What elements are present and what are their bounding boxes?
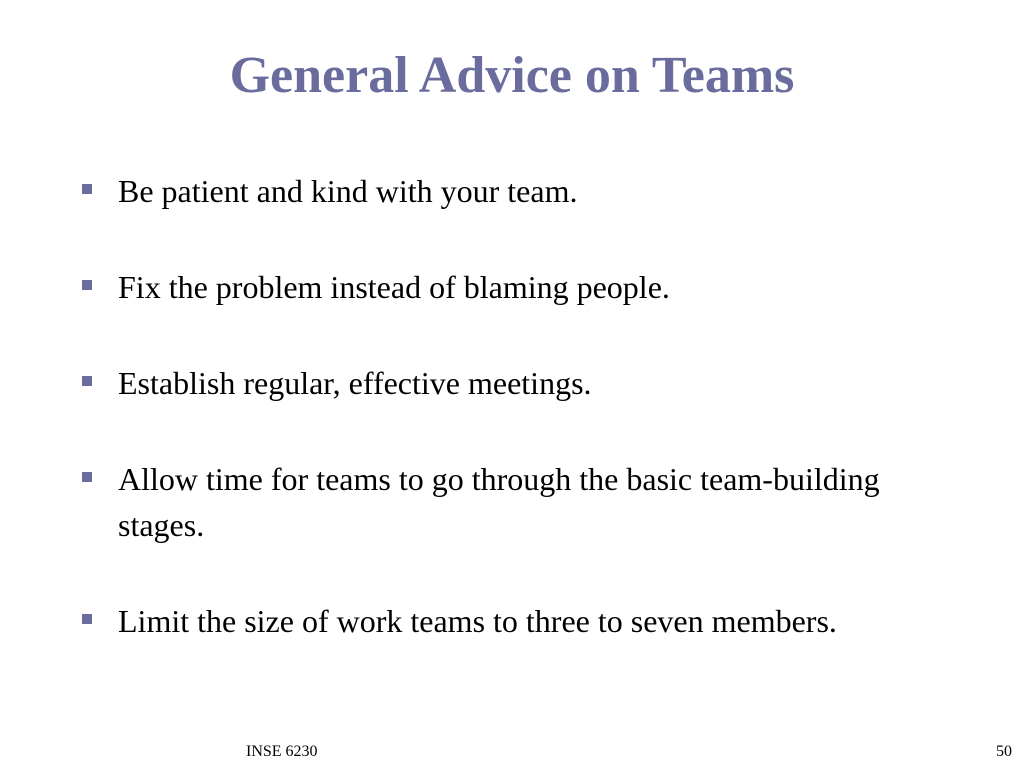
square-bullet-icon bbox=[82, 184, 92, 194]
slide-title: General Advice on Teams bbox=[229, 47, 795, 104]
square-bullet-icon bbox=[82, 614, 92, 624]
list-item bbox=[80, 360, 960, 406]
bullet-text: Fix the problem instead of blaming people. bbox=[118, 269, 670, 305]
square-bullet-icon bbox=[82, 472, 92, 482]
footer-course-label: INSE 6230 bbox=[246, 743, 318, 760]
page-number: 50 bbox=[996, 743, 1012, 760]
bullet-text: Allow time for teams to go through the basic team-building stages. bbox=[118, 461, 880, 543]
list-item bbox=[80, 598, 960, 644]
square-bullet-icon bbox=[82, 376, 92, 386]
list-item bbox=[80, 456, 960, 548]
bullet-text: Establish regular, effective meetings. bbox=[118, 365, 592, 401]
bullet-text: Be patient and kind with your team. bbox=[118, 173, 578, 209]
list-item bbox=[80, 168, 960, 214]
bullet-list bbox=[80, 168, 960, 694]
square-bullet-icon bbox=[82, 280, 92, 290]
bullet-text: Limit the size of work teams to three to seven members. bbox=[118, 603, 837, 639]
list-item bbox=[80, 264, 960, 310]
